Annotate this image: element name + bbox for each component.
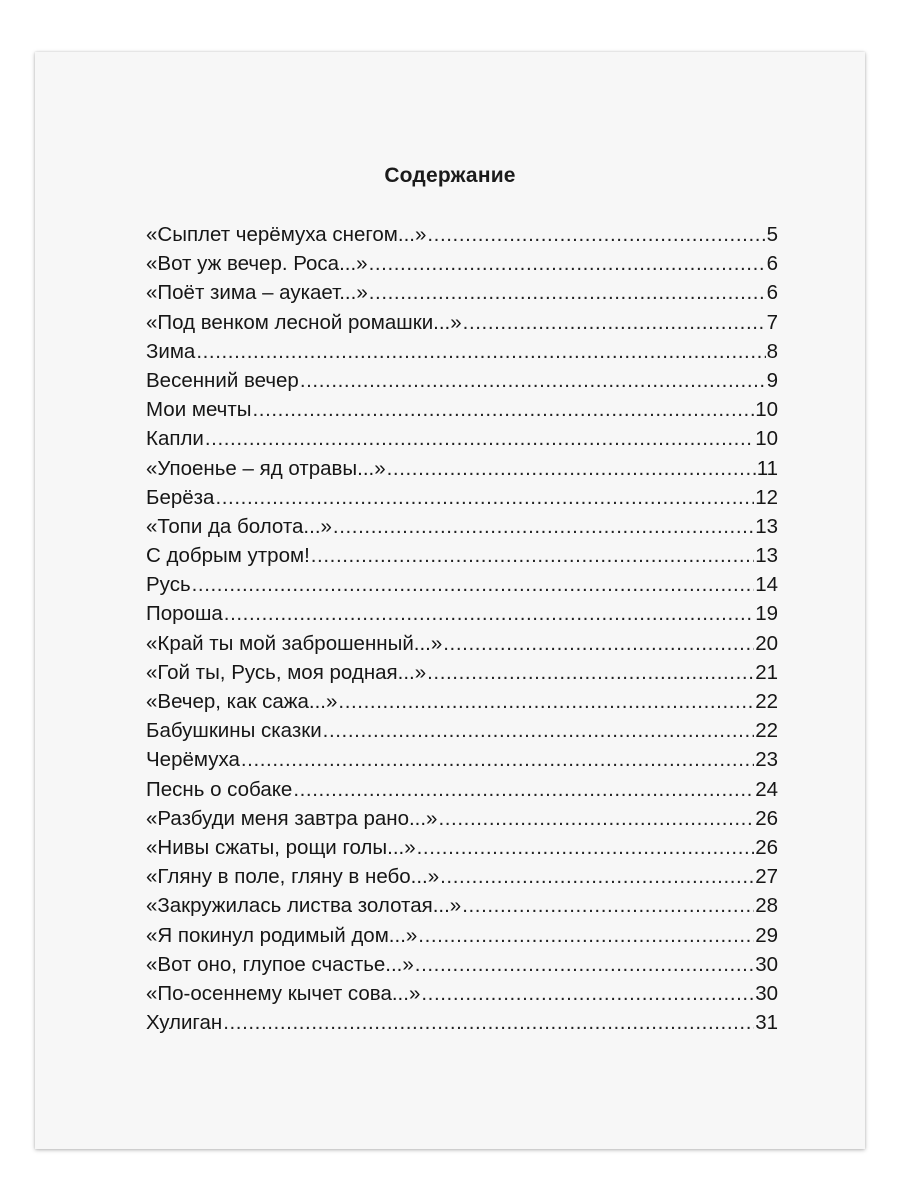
toc-entry: [146, 865, 778, 894]
toc-entry-page: 19: [755, 602, 778, 626]
toc-entry-title: «Топи да болота...»: [146, 514, 332, 538]
dot-leader: [438, 807, 754, 831]
toc-entry-title: Песнь о собаке: [146, 777, 293, 801]
toc-entry-title: Зима: [146, 339, 196, 363]
dot-leader: [338, 690, 754, 714]
toc-entry-title: Весенний вечер: [146, 368, 299, 392]
toc-entry: [146, 632, 778, 661]
dot-leader: [293, 778, 754, 802]
toc-entry-title: Пороша: [146, 602, 223, 626]
toc-entry-page: 5: [766, 223, 778, 246]
book-page: [35, 52, 865, 1149]
toc-entry: [146, 1011, 778, 1040]
dot-leader: [323, 719, 755, 743]
toc-entry-title: С добрым утром!: [146, 544, 310, 568]
toc-entry: [146, 894, 778, 923]
toc-entry-page: 21: [755, 660, 778, 684]
toc-entry-title: «Сыплет черёмуха снегом...»: [146, 223, 427, 246]
toc-entry: [146, 924, 778, 953]
toc-entry-title: «Гой ты, Русь, моя родная...»: [146, 660, 427, 684]
dot-leader: [333, 515, 754, 539]
dot-leader: [418, 924, 754, 948]
toc-entry: [146, 807, 778, 836]
toc-entry-page: 11: [756, 456, 778, 480]
toc-entry-title: «Поёт зима – аукает...»: [146, 281, 368, 305]
toc-entry-title: «Гляну в поле, гляну в небо...»: [146, 865, 440, 889]
toc-entry-page: 30: [755, 981, 778, 1005]
toc-entry-page: 27: [755, 865, 778, 889]
toc-entry-title: Хулиган: [146, 1011, 223, 1035]
toc-entry: [146, 340, 778, 369]
dot-leader: [311, 544, 754, 568]
dot-leader: [443, 632, 754, 656]
toc-entry: [146, 486, 778, 515]
dot-leader: [215, 486, 754, 510]
toc-entry: [146, 311, 778, 340]
dot-leader: [205, 427, 754, 451]
toc-entry-title: «Вот оно, глупое счастье...»: [146, 952, 414, 976]
toc-entry-page: 10: [755, 427, 778, 451]
toc-entry-title: «Нивы сжаты, рощи голы...»: [146, 835, 416, 859]
toc-entry-title: Мои мечты: [146, 398, 252, 422]
toc-entry-title: «Край ты мой заброшенный...»: [146, 631, 443, 655]
toc-entry-page: 20: [755, 631, 778, 655]
toc-entry-page: 13: [755, 544, 778, 568]
toc-entry: [146, 748, 778, 777]
toc-entry-page: 14: [755, 573, 778, 597]
toc-entry-page: 6: [766, 252, 778, 276]
dot-leader: [417, 836, 755, 860]
toc-entry-title: «Закружилась листва золотая...»: [146, 894, 462, 918]
toc-entry: [146, 602, 778, 631]
toc-entry-title: «Разбуди меня завтра рано...»: [146, 806, 438, 830]
toc-entry-page: 10: [755, 398, 778, 422]
toc-entry: [146, 661, 778, 690]
toc-entry-title: «По-осеннему кычет сова...»: [146, 981, 421, 1005]
toc-entry: [146, 457, 778, 486]
toc-entry: [146, 573, 778, 602]
dot-leader: [421, 982, 754, 1006]
toc-entry-page: 13: [755, 514, 778, 538]
toc-entry: [146, 836, 778, 865]
dot-leader: [440, 865, 754, 889]
toc-entry-page: 23: [755, 748, 778, 772]
toc-entry-title: Черёмуха: [146, 748, 240, 772]
toc-entry: [146, 223, 778, 252]
toc-entry-page: 9: [766, 368, 778, 392]
dot-leader: [196, 340, 765, 364]
toc-entry-title: Бабушкины сказки: [146, 719, 322, 743]
toc-entry: [146, 690, 778, 719]
dot-leader: [387, 457, 756, 481]
dot-leader: [427, 661, 754, 685]
toc-entry: [146, 398, 778, 427]
toc-entry-page: 8: [766, 339, 778, 363]
toc-entry: [146, 252, 778, 281]
toc-entry-page: 30: [755, 952, 778, 976]
toc-entry-title: «Под венком лесной ромашки...»: [146, 310, 462, 334]
dot-leader: [223, 1011, 754, 1035]
dot-leader: [415, 953, 754, 977]
toc-entry: [146, 544, 778, 573]
toc-entry-title: «Упоенье – яд отравы...»: [146, 456, 386, 480]
toc-entry-page: 7: [766, 310, 778, 334]
table-of-contents: [146, 223, 778, 1040]
toc-entry-title: «Я покинул родимый дом...»: [146, 923, 418, 947]
dot-leader: [300, 369, 766, 393]
toc-entry: [146, 719, 778, 748]
dot-leader: [427, 223, 765, 247]
toc-entry-title: «Вот уж вечер. Роса...»: [146, 252, 368, 276]
page-title: Содержание: [384, 164, 516, 187]
toc-entry-title: Русь: [146, 573, 191, 597]
dot-leader: [241, 748, 754, 772]
toc-entry-page: 12: [755, 485, 778, 509]
dot-leader: [224, 602, 754, 626]
dot-leader: [369, 281, 766, 305]
toc-entry-page: 22: [755, 690, 778, 713]
toc-entry: [146, 982, 778, 1011]
toc-entry: [146, 427, 778, 456]
dot-leader: [462, 894, 754, 918]
toc-entry-page: 26: [755, 806, 778, 830]
toc-entry: [146, 778, 778, 807]
toc-entry-title: Капли: [146, 427, 204, 451]
toc-entry-title: «Вечер, как сажа...»: [146, 690, 338, 713]
dot-leader: [192, 573, 755, 597]
toc-entry-page: 22: [755, 719, 778, 743]
dot-leader: [369, 252, 766, 276]
dot-leader: [463, 311, 766, 335]
toc-entry-page: 26: [755, 835, 778, 859]
toc-entry-page: 6: [766, 281, 778, 305]
toc-entry-page: 24: [755, 777, 778, 801]
dot-leader: [252, 398, 754, 422]
toc-entry-page: 29: [755, 923, 778, 947]
toc-entry: [146, 953, 778, 982]
toc-entry: [146, 369, 778, 398]
toc-entry-title: Берёза: [146, 485, 215, 509]
toc-entry: [146, 281, 778, 310]
toc-entry: [146, 515, 778, 544]
toc-entry-page: 31: [755, 1011, 778, 1035]
toc-entry-page: 28: [755, 894, 778, 918]
